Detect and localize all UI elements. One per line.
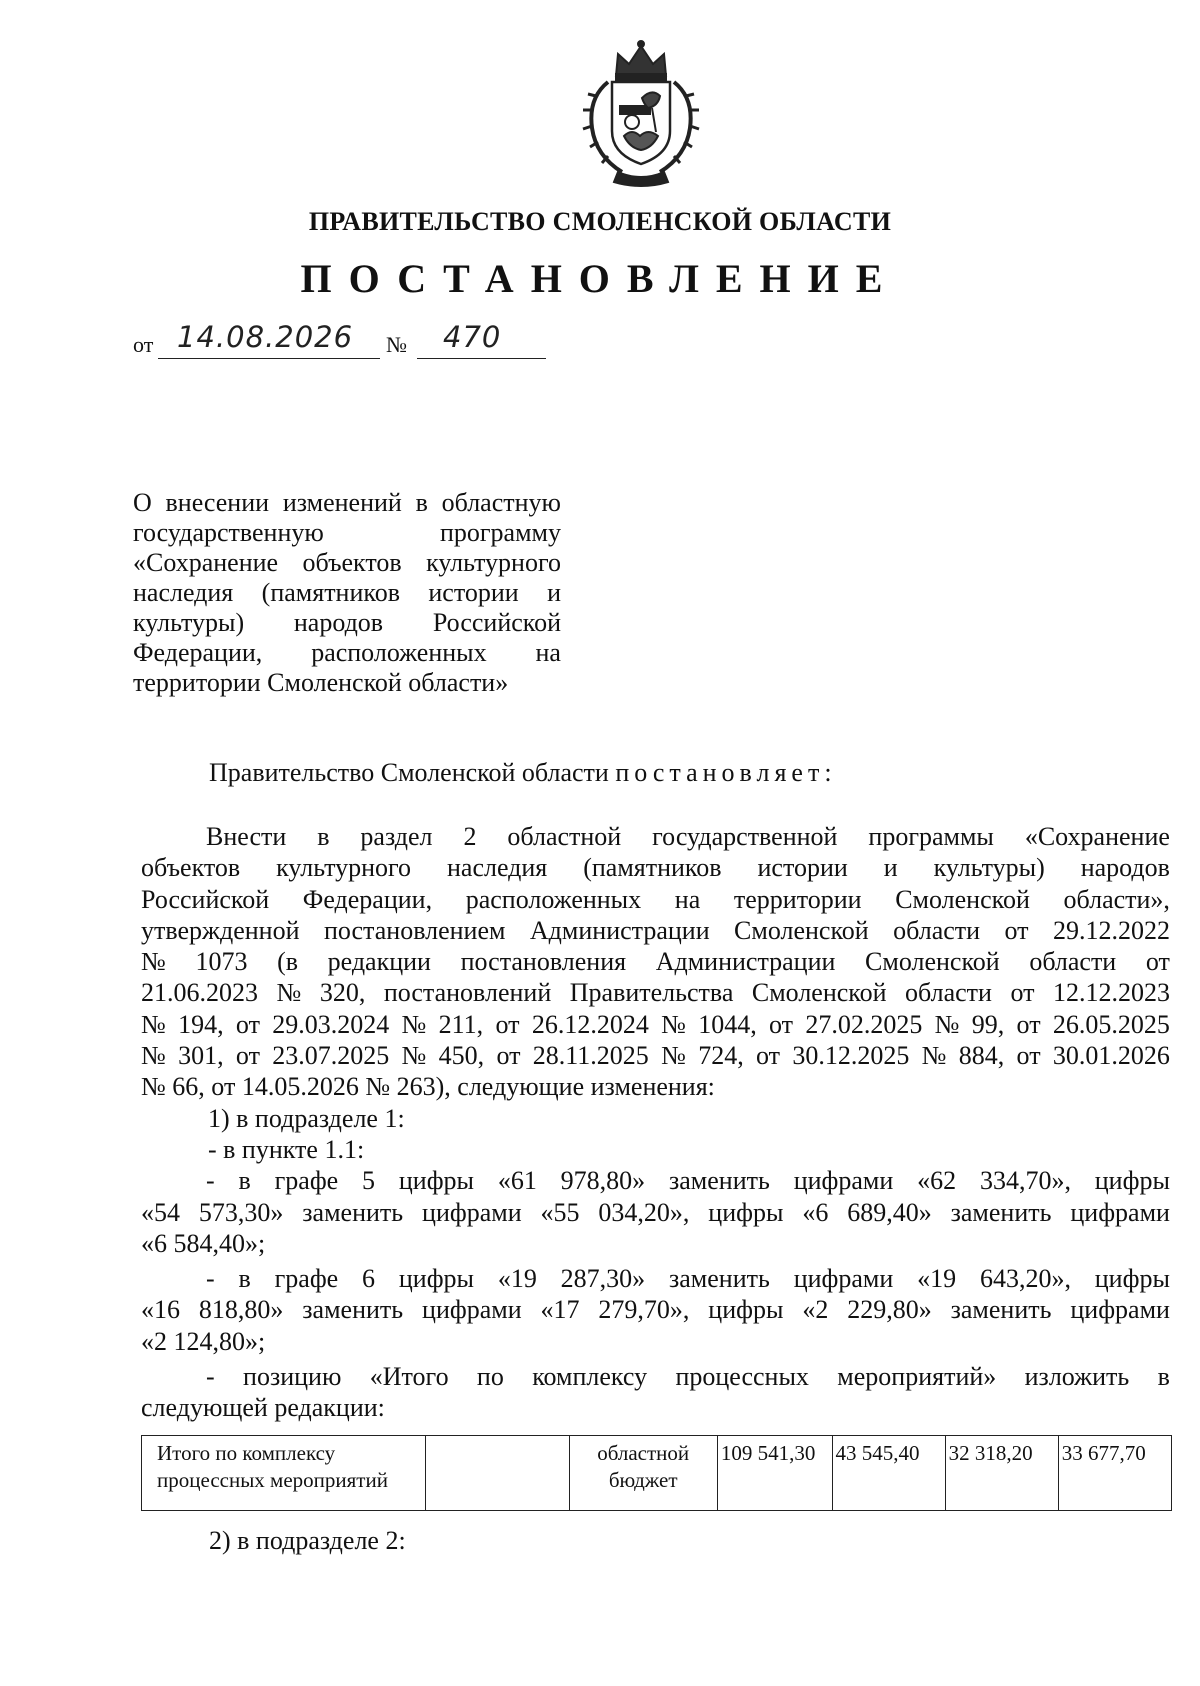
- word: (памятников: [261, 578, 400, 607]
- body-line: [141, 852, 1170, 883]
- subject-line: [133, 488, 561, 518]
- source-line: бюджет: [608, 1468, 678, 1492]
- body-line: [141, 1263, 1170, 1294]
- word: государственной: [652, 822, 838, 851]
- table-cell-value: 109 541,30: [717, 1436, 832, 1511]
- word: 28.11.2025: [532, 1041, 649, 1071]
- word: «Сохранение: [133, 548, 279, 577]
- word: Администрации: [655, 947, 836, 977]
- word: постановлений: [383, 978, 552, 1008]
- word: Смоленской: [734, 915, 869, 945]
- word: программы: [868, 822, 994, 851]
- word: 194,: [178, 1009, 224, 1039]
- word: 99,: [971, 1009, 1005, 1039]
- word: 279,70»,: [598, 1295, 690, 1325]
- word: «17: [540, 1295, 580, 1325]
- preamble: [209, 758, 837, 788]
- word: расположенных: [311, 638, 487, 667]
- word: графе: [274, 1166, 339, 1196]
- body-line: [141, 946, 1170, 977]
- body-line: [141, 1361, 1170, 1392]
- word: 818,80»: [198, 1295, 284, 1325]
- word: 643,20»,: [979, 1264, 1071, 1294]
- handwritten-number: 470: [443, 320, 502, 354]
- body-line: [141, 1294, 1170, 1325]
- word: заменить: [302, 1197, 404, 1227]
- word: Российской: [432, 608, 561, 637]
- word: истории: [757, 853, 848, 883]
- word: области»,: [1063, 884, 1170, 914]
- word: цифры: [398, 1264, 475, 1294]
- word: утвержденной: [141, 915, 300, 945]
- word: «55: [540, 1197, 580, 1227]
- number-underline: [417, 358, 546, 359]
- word: культурного: [276, 853, 412, 883]
- word: от: [235, 1041, 260, 1071]
- word: «54: [141, 1197, 180, 1227]
- word: 29.03.2024: [272, 1009, 390, 1039]
- date-number-line: [133, 320, 633, 364]
- table-cell-source: [569, 1436, 717, 1511]
- word: области: [893, 915, 981, 945]
- word: территории: [733, 884, 862, 914]
- word: по: [476, 1362, 504, 1392]
- body-line: [141, 821, 1170, 852]
- word: Смоленской: [895, 884, 1030, 914]
- word: 450,: [438, 1041, 485, 1071]
- word: от: [235, 1009, 260, 1039]
- word: Администрации: [529, 915, 710, 945]
- word: мероприятий»: [837, 1362, 997, 1392]
- word: раздел: [360, 822, 433, 851]
- word: истории: [428, 578, 519, 607]
- word: 29.12.2022: [1052, 915, 1170, 945]
- word: редакции: [327, 947, 431, 977]
- word: постановлением: [323, 915, 506, 945]
- word: 573,30»: [198, 1197, 284, 1227]
- word: на: [674, 884, 701, 914]
- word: заменить: [669, 1264, 770, 1294]
- word: 689,40»: [847, 1197, 932, 1227]
- word: Российской: [141, 884, 270, 914]
- organization-title: ПРАВИТЕЛЬСТВО СМОЛЕНСКОЙ ОБЛАСТИ: [308, 207, 892, 236]
- body-line: № 66, от 14.05.2026 № 263), следующие изменения:: [141, 1072, 715, 1102]
- word: 287,30»: [560, 1264, 646, 1294]
- word: наследия: [446, 853, 548, 883]
- word: «2: [802, 1295, 829, 1325]
- body-line: «2 124,80»;: [141, 1326, 266, 1356]
- word: «Сохранение: [1024, 822, 1170, 851]
- body-line: [141, 884, 1170, 915]
- word: постановления: [460, 947, 627, 977]
- word: цифры: [1094, 1166, 1170, 1196]
- word: 229,80»: [847, 1295, 932, 1325]
- word: в: [415, 488, 428, 517]
- word: культуры): [933, 853, 1045, 883]
- subsection-2-item: 2) в подразделе 2:: [209, 1526, 406, 1555]
- word: цифрами: [422, 1197, 522, 1227]
- word: в: [317, 822, 330, 851]
- word: в: [238, 1264, 251, 1294]
- word: культуры): [133, 608, 245, 637]
- word: и: [547, 578, 561, 607]
- word: 30.12.2025: [792, 1041, 910, 1071]
- smolensk-coat-of-arms-emblem: [574, 36, 708, 188]
- word: от: [769, 1009, 794, 1039]
- word: 034,20»,: [598, 1197, 690, 1227]
- word: графе: [274, 1264, 339, 1294]
- name-line: Итого по комплексу: [157, 1441, 336, 1465]
- word: заменить: [669, 1166, 770, 1196]
- word: №: [661, 1041, 686, 1071]
- word: внесении: [165, 488, 270, 517]
- word: цифрами: [793, 1264, 894, 1294]
- word: Смоленской: [865, 947, 1000, 977]
- body-line: «6 584,40»;: [141, 1228, 266, 1258]
- word: «61: [497, 1166, 537, 1196]
- word: №: [276, 978, 302, 1008]
- word: №: [934, 1009, 960, 1039]
- body-line: [141, 1040, 1170, 1071]
- subject-word: государственную: [133, 518, 324, 547]
- word: заменить: [950, 1295, 1052, 1325]
- word: 30.01.2026: [1052, 1041, 1170, 1071]
- word: 724,: [698, 1041, 744, 1071]
- table-cell-value: 33 677,70: [1058, 1436, 1171, 1511]
- table-cell-value: 32 318,20: [945, 1436, 1058, 1511]
- document-subject: [133, 488, 561, 698]
- word: Правительства: [569, 978, 734, 1008]
- preamble-verb: постановляет:: [615, 758, 837, 787]
- table-cell-name: [142, 1436, 426, 1511]
- word: народов: [293, 608, 384, 637]
- document-type-heading: ПОСТАНОВЛЕНИЕ: [300, 256, 900, 301]
- word: «6: [802, 1197, 829, 1227]
- body-line: [141, 977, 1170, 1008]
- word: 978,80»: [560, 1166, 646, 1196]
- word: 334,70»,: [979, 1166, 1071, 1196]
- word: Федерации,: [133, 638, 263, 667]
- word: 26.12.2024: [531, 1009, 649, 1039]
- word: в: [238, 1166, 251, 1196]
- word: -: [206, 1362, 215, 1392]
- word: №: [401, 1009, 427, 1039]
- word: от: [1010, 978, 1035, 1008]
- word: «16: [141, 1295, 180, 1325]
- preamble-lead: Правительство Смоленской области: [209, 758, 609, 787]
- subject-line: [133, 578, 561, 608]
- word: в: [1157, 1362, 1170, 1392]
- table-row: [142, 1436, 1172, 1511]
- word: народов: [1080, 853, 1170, 883]
- subject-line: [133, 638, 561, 668]
- word: «Итого: [369, 1362, 449, 1392]
- subject-line: [133, 518, 561, 548]
- subject-line: [133, 608, 561, 638]
- word: позицию: [243, 1362, 342, 1392]
- word: -: [206, 1166, 215, 1196]
- word: наследия: [133, 578, 234, 607]
- word: объектов: [141, 853, 241, 883]
- word: «19: [917, 1264, 957, 1294]
- word: цифры: [708, 1197, 784, 1227]
- word: 1044,: [698, 1009, 757, 1039]
- source-line: областной: [597, 1441, 690, 1465]
- word: от: [1004, 915, 1029, 945]
- word: №: [141, 947, 166, 977]
- word: 21.06.2023: [141, 978, 258, 1008]
- word: №: [401, 1041, 427, 1071]
- word: заменить: [302, 1295, 404, 1325]
- word: 320,: [319, 978, 366, 1008]
- word: области: [1029, 947, 1117, 977]
- date-prefix: от: [133, 332, 154, 357]
- word: от: [1016, 1041, 1041, 1071]
- date-underline: [158, 358, 380, 359]
- word: 23.07.2025: [272, 1041, 390, 1071]
- word: 1073: [195, 947, 248, 977]
- word: объектов: [302, 548, 402, 577]
- word: областную: [441, 488, 561, 517]
- word: цифрами: [1070, 1197, 1170, 1227]
- word: Смоленской: [751, 978, 887, 1008]
- word: процессных: [675, 1362, 809, 1392]
- word: №: [921, 1041, 947, 1071]
- word: 26.05.2025: [1052, 1009, 1170, 1039]
- table-cell-empty: [426, 1436, 569, 1511]
- body-line: [141, 1165, 1170, 1196]
- word: Федерации,: [302, 884, 433, 914]
- word: от: [1016, 1009, 1041, 1039]
- body-line: - в пункте 1.1:: [208, 1134, 365, 1164]
- word: (в: [277, 947, 298, 977]
- word: 6: [362, 1264, 376, 1294]
- word: «19: [497, 1264, 537, 1294]
- body-line: следующей редакции:: [141, 1393, 385, 1423]
- word: 27.02.2025: [805, 1009, 923, 1039]
- word: и: [883, 853, 898, 883]
- name-line: процессных мероприятий: [157, 1468, 388, 1492]
- word: цифры: [1094, 1264, 1170, 1294]
- amendment-body: [141, 821, 1170, 1424]
- word: -: [206, 1264, 215, 1294]
- word: «62: [917, 1166, 957, 1196]
- amendment-table: [141, 1435, 1172, 1511]
- word: цифры: [398, 1166, 475, 1196]
- word: 301,: [178, 1041, 224, 1071]
- word: изложить: [1024, 1362, 1130, 1392]
- word: цифрами: [422, 1295, 522, 1325]
- word: №: [141, 1009, 166, 1039]
- word: 12.12.2023: [1052, 978, 1170, 1008]
- subject-word: программу: [439, 518, 561, 547]
- table-cell-value: 43 545,40: [832, 1436, 945, 1511]
- word: О: [133, 488, 152, 517]
- word: (памятников: [583, 853, 722, 883]
- word: от: [756, 1041, 781, 1071]
- handwritten-date: 14.08.2026: [177, 320, 354, 354]
- word: 884,: [958, 1041, 1005, 1071]
- word: №: [141, 1041, 166, 1071]
- word: №: [661, 1009, 686, 1039]
- subject-line: [133, 548, 561, 578]
- word: комплексу: [532, 1362, 648, 1392]
- body-line: [141, 915, 1170, 946]
- word: заменить: [950, 1197, 1052, 1227]
- subject-line: территории Смоленской области»: [133, 668, 509, 697]
- word: расположенных: [465, 884, 642, 914]
- word: области: [905, 978, 992, 1008]
- body-line: 1) в подразделе 1:: [208, 1103, 405, 1133]
- number-prefix: №: [386, 332, 407, 357]
- word: изменений: [282, 488, 402, 517]
- word: на: [535, 638, 561, 667]
- word: цифры: [708, 1295, 784, 1325]
- word: от: [496, 1041, 521, 1071]
- word: культурного: [426, 548, 561, 577]
- word: цифрами: [1070, 1295, 1170, 1325]
- word: 2: [463, 822, 477, 851]
- word: 211,: [438, 1009, 484, 1039]
- word: областной: [507, 822, 622, 851]
- body-line: [141, 1197, 1170, 1228]
- word: цифрами: [793, 1166, 894, 1196]
- word: 5: [362, 1166, 376, 1196]
- word: от: [495, 1009, 520, 1039]
- word: Внести: [206, 822, 287, 851]
- body-line: [141, 1009, 1170, 1040]
- word: от: [1145, 947, 1170, 977]
